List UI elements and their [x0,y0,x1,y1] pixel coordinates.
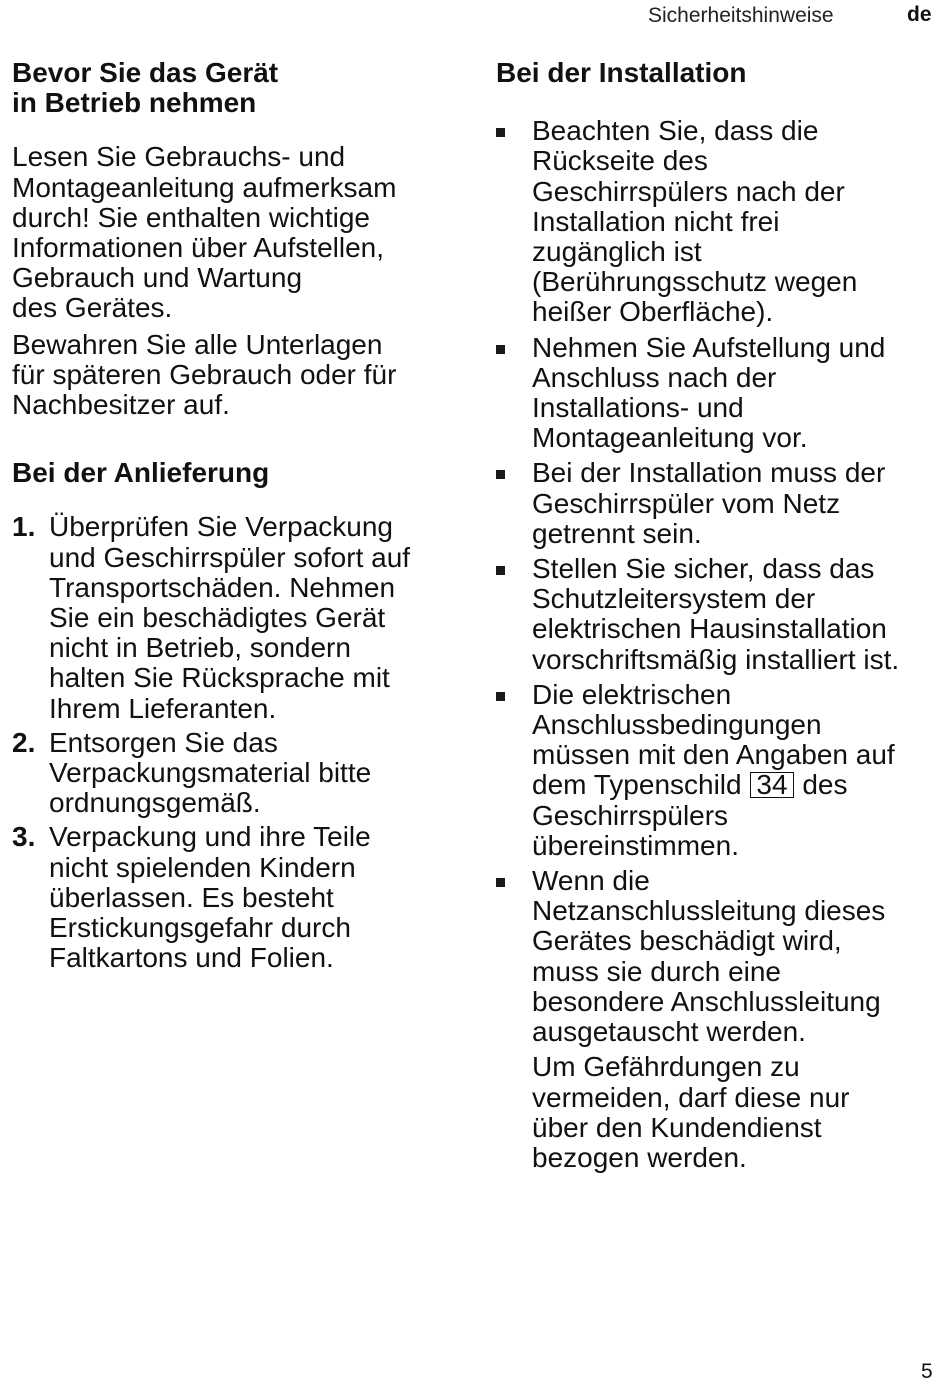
text-line: zugänglich ist [532,236,702,268]
text-line: Rückseite des [532,145,708,177]
text-line: Nachbesitzer auf. [12,389,230,421]
text-line: über den Kundendienst [532,1111,822,1143]
text-line: Verpackung und ihre Teile [49,821,371,853]
text-line: besondere Anschlussleitung [532,985,881,1017]
text-line: des Gerätes. [12,292,173,324]
rating-plate-reference-box: 34 [750,772,793,798]
bullet-followup-paragraph [532,1052,944,1173]
text-line: übereinstimmen. [532,829,739,861]
bullet-item [496,554,944,675]
square-bullet-icon [496,878,505,887]
square-bullet-icon [496,345,505,354]
text-line: Überprüfen Sie Verpackung [49,511,393,543]
text-line: Anschluss nach der [532,361,777,393]
right-column [496,58,944,1173]
header-language-code: de [907,3,932,26]
text-line: Anschlussbedingungen [532,709,822,741]
text-line: Sie ein beschädigtes Gerät [49,602,386,634]
text-line: Montageanleitung aufmerksam [12,171,397,203]
step-number: 3. [12,821,36,853]
text-line: nicht in Betrieb, sondern [49,632,351,664]
text-line: Nehmen Sie Aufstellung und [532,331,886,363]
text-line: Montageanleitung vor. [532,422,808,454]
heading-installation: Bei der Installation [496,57,747,88]
text-line: bezogen werden. [532,1141,747,1173]
text-line: Ihrem Lieferanten. [49,692,277,724]
text-line: Stellen Sie sicher, dass das [532,553,875,585]
step-item [12,822,457,973]
installation-bullets [496,116,944,1173]
text-line: Lesen Sie Gebrauchs- und [12,141,346,173]
bullet-item [496,866,944,1173]
square-bullet-icon [496,128,505,137]
square-bullet-icon [496,566,505,575]
keep-documents-paragraph [12,330,457,421]
text-line: und Geschirrspüler sofort auf [49,541,411,573]
text-line: Transportschäden. Nehmen [49,571,396,603]
step-item [12,728,457,819]
text-line: Gebrauch und Wartung [12,262,303,294]
text-line: Um Gefährdungen zu [532,1051,800,1083]
text-line: des [794,769,848,801]
text-line: Geschirrspüler vom Netz [532,487,841,519]
heading-before-use [12,58,457,118]
text-line: Beachten Sie, dass die [532,115,819,147]
text-line: dem Typenschild [532,769,750,801]
text-line: Informationen über Aufstellen, [12,232,385,264]
text-line: vorschriftsmäßig installiert ist. [532,643,900,675]
delivery-steps [12,512,457,973]
heading-before-use-line1: Bevor Sie das Gerät [12,57,279,88]
text-line: Verpackungsmaterial bitte [49,757,372,789]
bullet-item [496,333,944,454]
text-line: (Berührungsschutz wegen [532,266,858,298]
heading-delivery: Bei der Anlieferung [12,457,270,489]
text-line: halten Sie Rücksprache mit [49,662,390,694]
text-line: Bewahren Sie alle Unterlagen [12,328,383,360]
text-line: Schutzleitersystem der [532,583,816,615]
square-bullet-icon [496,470,505,479]
page-number: 5 [921,1360,933,1383]
text-line: ausgetauscht werden. [532,1016,806,1048]
text-line: Bei der Installation muss der [532,457,886,489]
text-line: Die elektrischen [532,678,732,710]
text-line: getrennt sein. [532,517,702,549]
text-line: muss sie durch eine [532,955,782,987]
text-line: Installation nicht frei [532,205,780,237]
text-line: Netzanschlussleitung dieses [532,895,886,927]
text-line: Geschirrspülers [532,799,729,831]
bullet-item [496,116,944,327]
square-bullet-icon [496,692,505,701]
text-line: für späteren Gebrauch oder für [12,358,397,390]
step-item [12,512,457,723]
text-line: Entsorgen Sie das [49,726,278,758]
heading-before-use-line2: in Betrieb nehmen [12,87,257,119]
bullet-item [496,680,944,861]
intro-paragraph [12,142,457,323]
text-line: Faltkartons und Folien. [49,942,334,974]
text-line: durch! Sie enthalten wichtige [12,201,370,233]
text-line: müssen mit den Angaben auf [532,739,895,771]
header-section-title: Sicherheitshinweise [648,4,834,27]
text-line: nicht spielenden Kindern [49,851,356,883]
text-line: überlassen. Es besteht [49,881,334,913]
bullet-item [496,458,944,549]
text-line: Gerätes beschädigt wird, [532,925,842,957]
step-number: 1. [12,511,36,543]
text-line: elektrischen Hausinstallation [532,613,887,645]
text-line: heißer Oberfläche). [532,296,774,328]
text-line: ordnungsgemäß. [49,787,261,819]
text-line: Installations- und [532,392,744,424]
text-line: Wenn die [532,865,650,897]
step-number: 2. [12,726,36,758]
left-column [12,58,457,973]
text-line: vermeiden, darf diese nur [532,1081,850,1113]
text-line: Geschirrspülers nach der [532,175,845,207]
text-line: Erstickungsgefahr durch [49,912,351,944]
